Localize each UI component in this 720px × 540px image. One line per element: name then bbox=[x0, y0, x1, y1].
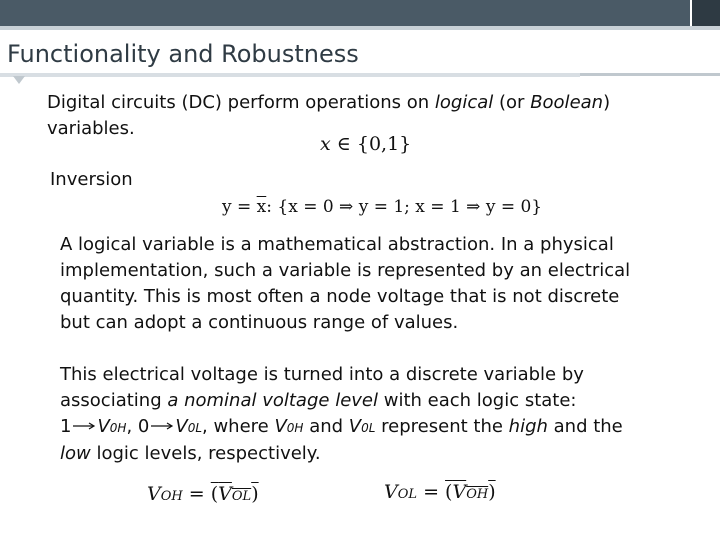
voh-paren-close: ) bbox=[251, 483, 259, 505]
vol-paren-close: ) bbox=[488, 481, 496, 503]
v0h-symbol-2: V bbox=[274, 416, 287, 437]
set-formula-set: {0,1} bbox=[356, 133, 412, 155]
and-the-text: and the bbox=[547, 416, 623, 437]
title-rule-left bbox=[0, 73, 580, 77]
voh-overline-group bbox=[211, 483, 259, 505]
vol-sub: OL bbox=[397, 487, 418, 502]
voh-sub2: OL bbox=[231, 489, 252, 504]
top-bar-band bbox=[0, 0, 690, 26]
inversion-cases: : {x = 0 ⇒ y = 1; x = 1 ⇒ y = 0} bbox=[266, 197, 543, 217]
abstraction-line: but can adopt a continuous range of values. bbox=[60, 312, 459, 333]
top-bar-shadow bbox=[0, 26, 720, 30]
vol-sub2: OH bbox=[466, 487, 489, 502]
abstraction-paragraph bbox=[60, 232, 630, 336]
term-low: low bbox=[60, 443, 91, 464]
slide-title: Functionality and Robustness bbox=[7, 40, 359, 68]
vol-overline-group bbox=[445, 481, 496, 503]
voh-paren-open: ( bbox=[210, 483, 219, 505]
inversion-xbar: $\overline{x}$ bbox=[256, 197, 267, 217]
v0l-subscript-2: 0L bbox=[361, 421, 376, 435]
term-boolean: Boolean bbox=[530, 92, 604, 113]
voltage-line2-b: with each logic state: bbox=[378, 390, 577, 411]
inversion-label: Inversion bbox=[50, 169, 133, 190]
abstraction-line: implementation, such a variable is represented by an electrical bbox=[60, 260, 631, 281]
set-formula-var: x bbox=[320, 133, 331, 155]
voltage-line1: This electrical voltage is turned into a discrete variable by bbox=[60, 364, 584, 385]
nominal-voltage-term: a nominal voltage level bbox=[167, 390, 378, 411]
top-bar-end-block bbox=[692, 0, 720, 26]
vol-v2: V bbox=[452, 481, 467, 503]
abstraction-line: A logical variable is a mathematical abstraction. In a physical bbox=[60, 234, 614, 255]
set-formula-rel: ∈ bbox=[330, 133, 357, 155]
maps-to-arrow-icon bbox=[149, 420, 175, 432]
voh-sub: OH bbox=[160, 489, 183, 504]
where-text: , where bbox=[202, 416, 275, 437]
voh-v2: V bbox=[218, 483, 232, 505]
v0l-symbol: V bbox=[175, 416, 188, 437]
voltage-line2-a: associating bbox=[60, 390, 168, 411]
slide-top-bar bbox=[0, 0, 720, 26]
abstraction-line: quantity. This is most often a node voltage that is not discrete bbox=[60, 286, 620, 307]
represent-text: represent the bbox=[375, 416, 509, 437]
set-formula bbox=[320, 133, 411, 155]
title-rule-right bbox=[580, 73, 720, 76]
inversion-lhs: y = bbox=[222, 197, 257, 217]
term-logical: logical bbox=[434, 92, 494, 113]
title-marker-triangle bbox=[13, 76, 25, 84]
and-text: and bbox=[303, 416, 349, 437]
voh-eq: = bbox=[182, 483, 211, 505]
v0h-subscript: 0H bbox=[109, 421, 127, 435]
logic-zero: , 0 bbox=[126, 416, 150, 437]
intro-text-3: ) bbox=[603, 92, 611, 113]
voh-v: V bbox=[147, 483, 161, 505]
term-high: high bbox=[508, 416, 548, 437]
vol-paren-open: ( bbox=[445, 481, 453, 503]
v0l-symbol-2: V bbox=[348, 416, 362, 437]
vol-formula bbox=[384, 481, 496, 503]
v0h-subscript-2: 0H bbox=[286, 421, 304, 435]
intro-text-2: (or bbox=[493, 92, 531, 113]
voh-formula bbox=[147, 483, 259, 505]
vol-eq: = bbox=[417, 481, 446, 503]
v0h-symbol: V bbox=[97, 416, 110, 437]
logic-one: 1 bbox=[60, 416, 72, 437]
voltage-paragraph bbox=[60, 362, 623, 467]
v0l-subscript: 0L bbox=[187, 421, 203, 435]
vol-v: V bbox=[384, 481, 398, 503]
inversion-formula bbox=[222, 197, 542, 217]
voltage-line4: logic levels, respectively. bbox=[90, 443, 321, 464]
intro-text: Digital circuits (DC) perform operations on bbox=[47, 92, 435, 113]
intro-text-line2: variables. bbox=[47, 118, 135, 139]
maps-to-arrow-icon bbox=[71, 420, 97, 432]
